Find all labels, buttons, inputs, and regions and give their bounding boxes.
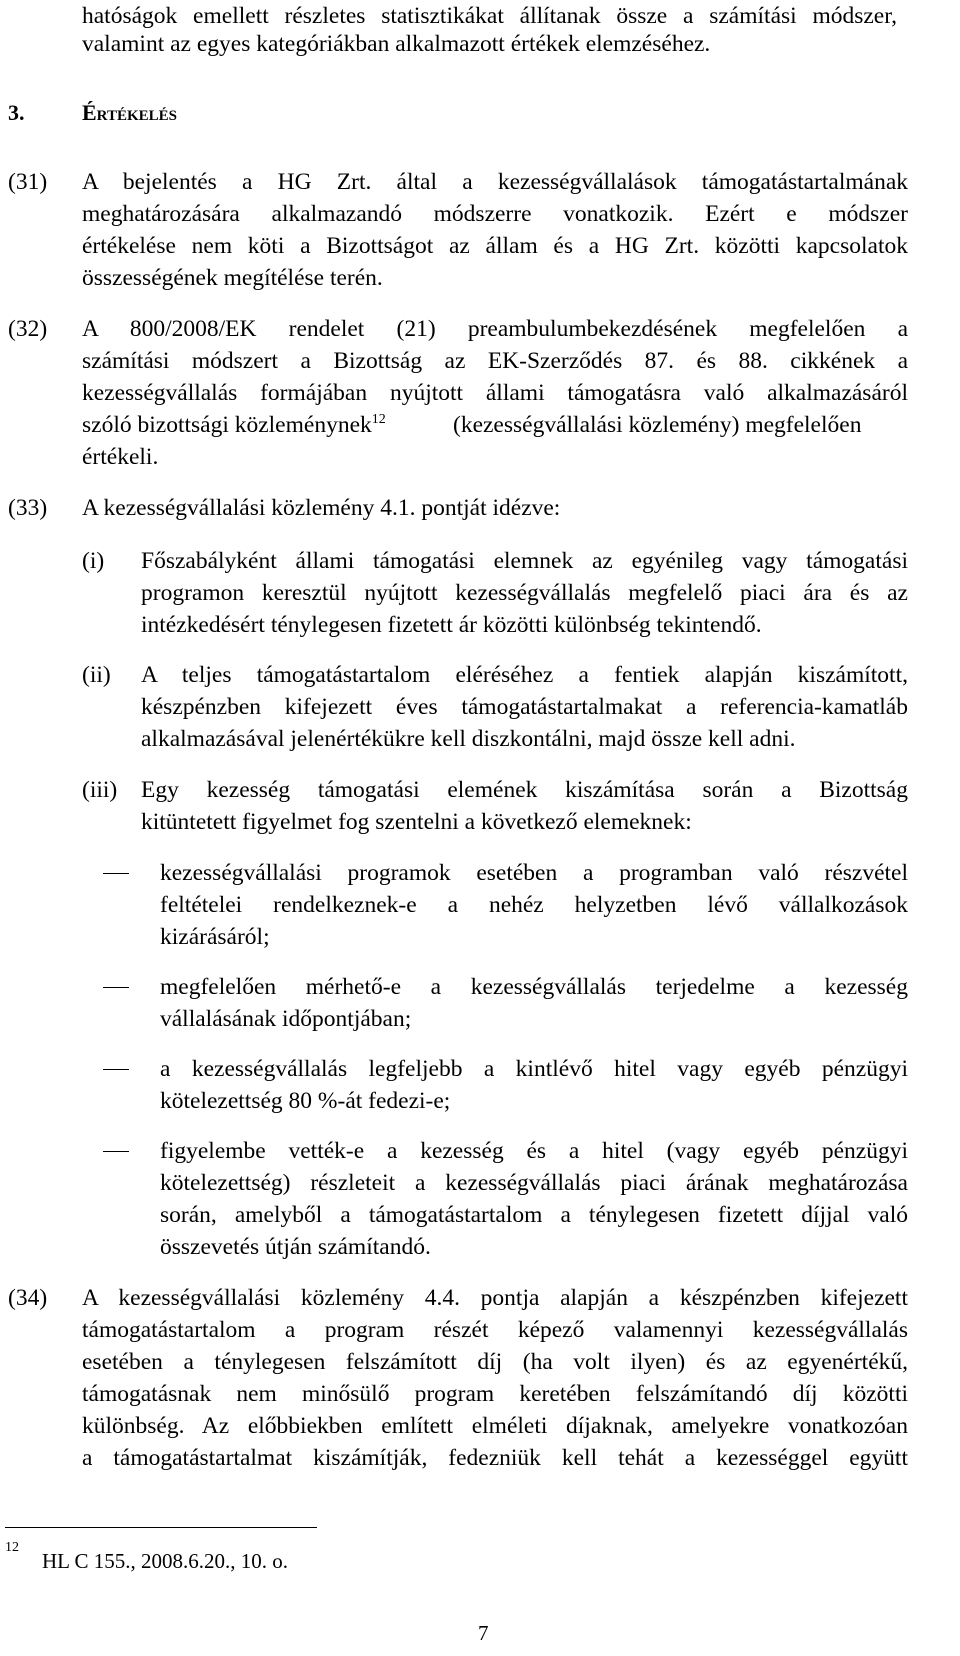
dash-item-line: kizárásáról; — [160, 924, 270, 950]
paragraph-line: meghatározására alkalmazandó módszerre vonatkozik. Ezért e módszer — [82, 201, 908, 227]
paragraph-line: különbség. Az előbbiekben említett elméleti díjaknak, amelyekre vonatkozóan — [82, 1413, 908, 1439]
footnote-mark: 12 — [5, 1540, 19, 1555]
paragraph-number: (31) — [8, 169, 48, 195]
paragraph-line: összességének megítélése terén. — [82, 265, 383, 291]
intro-line: hatóságok emellett részletes statisztikákat állítanak össze a számítási módszer, — [82, 3, 897, 29]
dash-bullet-icon — [103, 987, 129, 988]
paragraph-line: A kezességvállalási közlemény 4.1. pontját idézve: — [82, 495, 561, 521]
dash-bullet-icon — [103, 1151, 129, 1152]
paragraph-line-part: szóló bizottsági közleménynek — [82, 412, 372, 438]
dash-item-line: figyelembe vették-e a kezesség és a hitel (vagy egyéb pénzügyi — [160, 1138, 908, 1164]
intro-line: valamint az egyes kategóriákban alkalmazott értékek elemzéséhez. — [82, 31, 711, 57]
paragraph-line: a támogatástartalmat kiszámítják, fedezniük kell tehát a kezességgel együtt — [82, 1445, 908, 1471]
paragraph-number: (32) — [8, 316, 48, 342]
paragraph-line: A 800/2008/EK rendelet (21) preambulumbekezdésének megfelelően a — [82, 316, 908, 342]
paragraph-line: esetében a ténylegesen felszámított díj (ha volt ilyen) és az egyenértékű, — [82, 1349, 908, 1375]
dash-item-line: a kezességvállalás legfeljebb a kintlévő hitel vagy egyéb pénzügyi — [160, 1056, 908, 1082]
paragraph-number: (33) — [8, 495, 48, 521]
quote-item-line: intézkedésért ténylegesen fizetett ár közötti különbség tekintendő. — [141, 612, 762, 638]
footnote-text: HL C 155., 2008.6.20., 10. o. — [42, 1549, 288, 1573]
paragraph-line: értékelése nem köti a Bizottságot az állam és a HG Zrt. közötti kapcsolatok — [82, 233, 908, 259]
paragraph-line: kezességvállalás formájában nyújtott állami támogatásra való alkalmazásáról — [82, 380, 908, 406]
footnote-separator — [5, 1527, 317, 1528]
quote-item-line: készpénzben kifejezett éves támogatástartalmakat a referencia-kamatláb — [141, 694, 908, 720]
quote-item-number: (i) — [82, 548, 105, 574]
paragraph-line: támogatásnak nem minősülő program keretében felszámítandó díj közötti — [82, 1381, 908, 1407]
section-title: Értékelés — [82, 100, 178, 125]
dash-item-line: kötelezettség) részleteit a kezességvállalás piaci árának meghatározása — [160, 1170, 908, 1196]
dash-item-line: vállalásának időpontjában; — [160, 1006, 412, 1032]
paragraph-line: A bejelentés a HG Zrt. által a kezességvállalások támogatástartalmának — [82, 169, 908, 195]
quote-item-line: A teljes támogatástartalom eléréséhez a fentiek alapján kiszámított, — [141, 662, 908, 688]
page-number: 7 — [478, 1621, 489, 1645]
paragraph-line: számítási módszert a Bizottság az EK-Szerződés 87. és 88. cikkének a — [82, 348, 908, 374]
dash-item-line: összevetés útján számítandó. — [160, 1234, 431, 1260]
paragraph-number: (34) — [8, 1285, 48, 1311]
paragraph-line: (kezességvállalási közlemény) megfelelően — [453, 412, 862, 438]
quote-item-line: Egy kezesség támogatási elemének kiszámítása során a Bizottság — [141, 777, 908, 803]
paragraph-line — [82, 409, 386, 442]
dash-item-line: megfelelően mérhető-e a kezességvállalás terjedelme a kezesség — [160, 974, 908, 1000]
dash-bullet-icon — [103, 1069, 129, 1070]
dash-item-line: kezességvállalási programok esetében a programban való részvétel — [160, 860, 908, 886]
quote-item-line: programon keresztül nyújtott kezességvállalás megfelelő piaci ára és az — [141, 580, 908, 606]
quote-item-number: (iii) — [82, 777, 118, 803]
footnote-ref: 12 — [371, 412, 386, 428]
quote-item-number: (ii) — [82, 662, 111, 688]
section-number: 3. — [8, 100, 25, 125]
dash-item-line: kötelezettség 80 %-át fedezi-e; — [160, 1088, 451, 1114]
quote-item-line: kitüntetett figyelmet fog szentelni a következő elemeknek: — [141, 809, 692, 835]
paragraph-line: támogatástartalom a program részét képező valamennyi kezességvállalás — [82, 1317, 908, 1343]
paragraph-line: A kezességvállalási közlemény 4.4. pontja alapján a készpénzben kifejezett — [82, 1285, 908, 1311]
dash-bullet-icon — [103, 873, 129, 874]
quote-item-line: Főszabályként állami támogatási elemnek az egyénileg vagy támogatási — [141, 548, 908, 574]
quote-item-line: alkalmazásával jelenértékükre kell diszkontálni, majd össze kell adni. — [141, 726, 796, 752]
dash-item-line: során, amelyből a támogatástartalom a ténylegesen fizetett díjjal való — [160, 1202, 908, 1228]
dash-item-line: feltételei rendelkeznek-e a nehéz helyzetben lévő vállalkozások — [160, 892, 908, 918]
paragraph-line: értékeli. — [82, 444, 159, 470]
